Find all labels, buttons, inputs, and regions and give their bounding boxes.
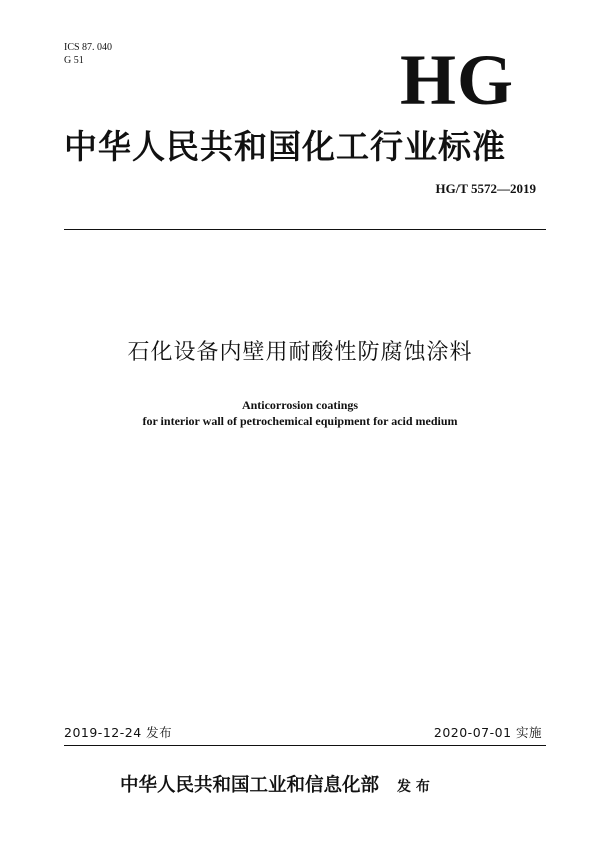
chinese-title: 石化设备内壁用耐酸性防腐蚀涂料 [127,340,473,365]
english-title-line1: Anticorrosion coatings [241,398,359,412]
hg-logo: HG [400,40,515,120]
issue-date: 2019-12-24 发布 [64,725,173,740]
footer-divider [64,745,546,746]
english-title-line2: for interior wall of petrochemical equipment for acid medium [142,414,458,428]
organization-title: 中华人民共和国化工行业标准 [64,127,506,166]
implementation-date: 2020-07-01 实施 [433,725,542,740]
publisher [120,774,430,799]
publisher-name: 中华人民共和国工业和信息化部 [120,775,380,796]
standard-code: HG/T 5572—2019 [435,181,536,196]
ccs-number: G 51 [64,55,84,66]
ics-number: ICS 87. 040 [64,42,113,53]
header-divider [64,229,546,230]
publisher-action: 发 布 [397,779,430,795]
